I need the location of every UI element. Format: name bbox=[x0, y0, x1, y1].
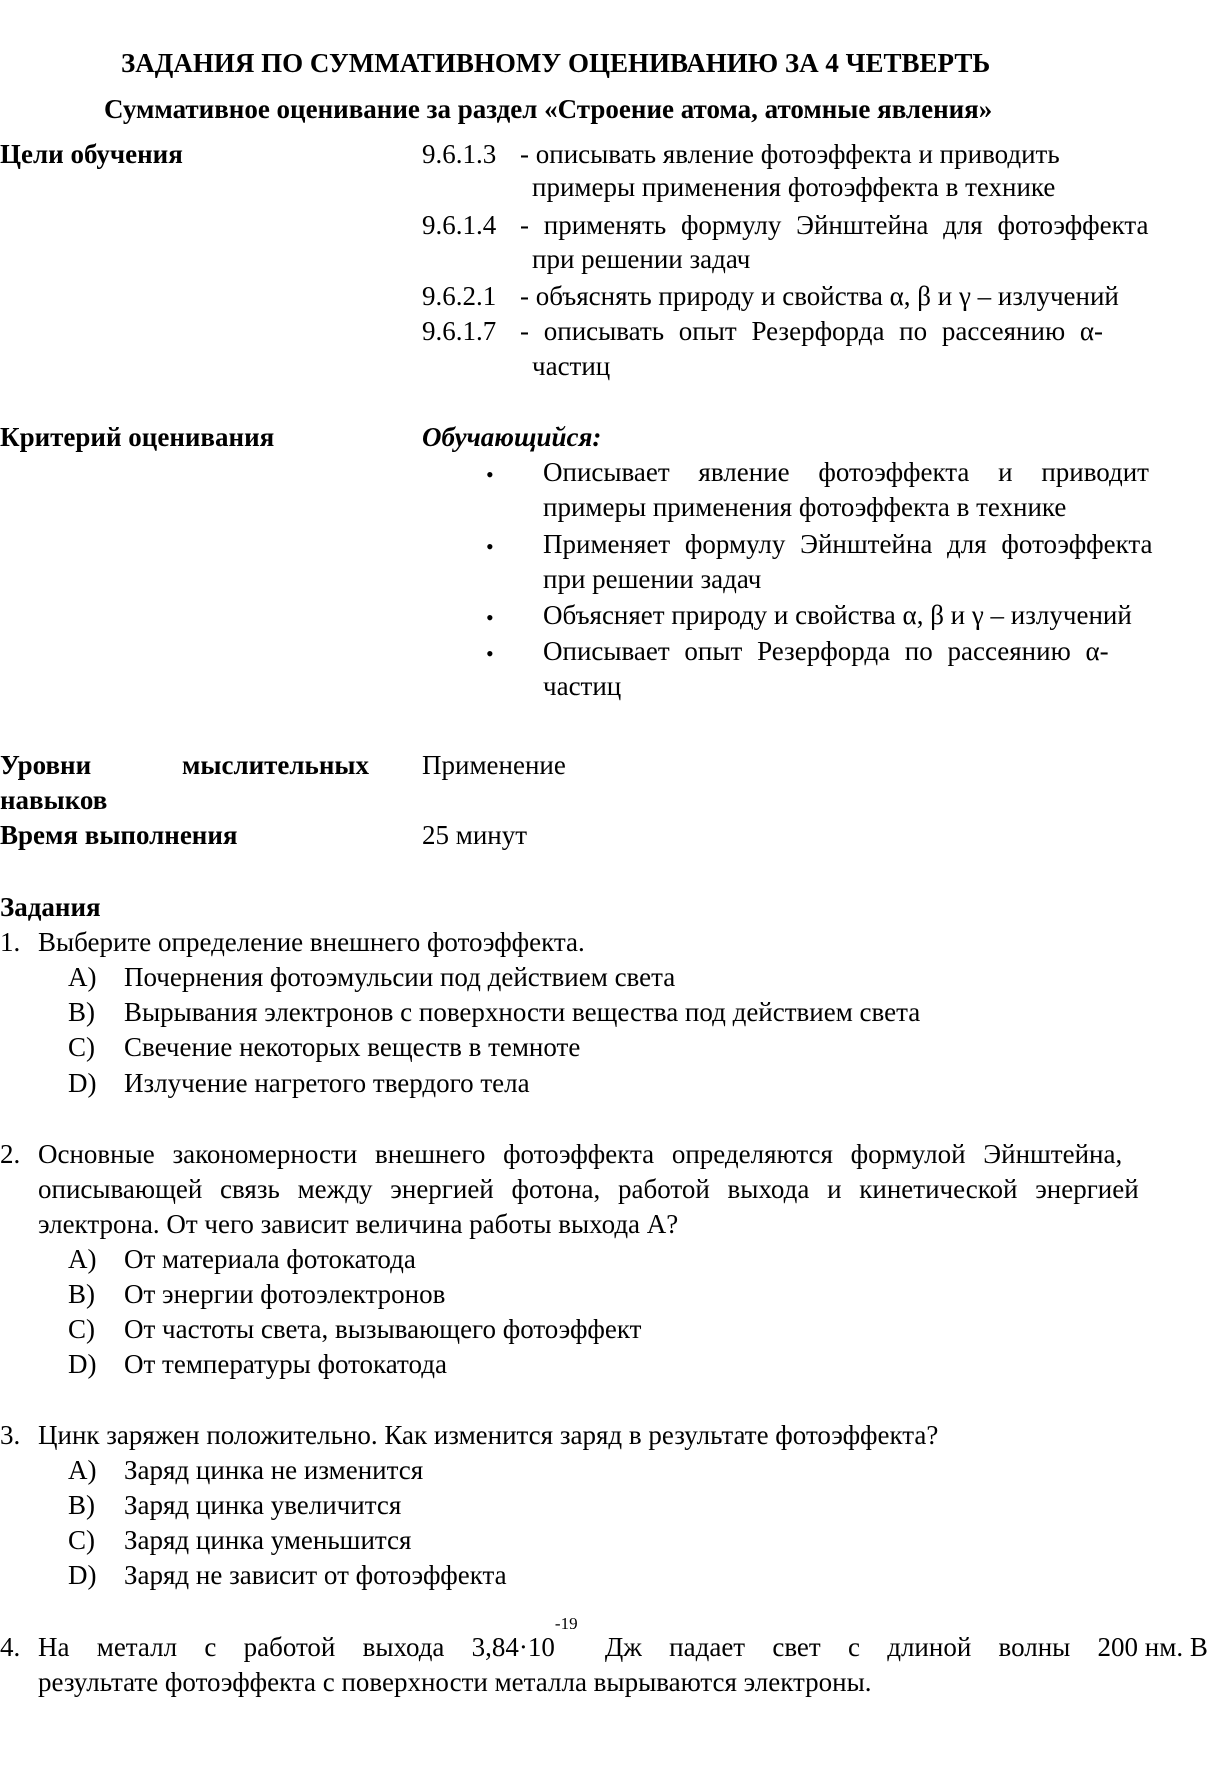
bullet-icon: • bbox=[486, 641, 494, 666]
time-label: Время выполнения bbox=[0, 820, 238, 850]
goal-text-continued: частиц bbox=[532, 351, 611, 381]
option-text: Заряд цинка не изменится bbox=[124, 1455, 424, 1485]
document-title: ЗАДАНИЯ ПО СУММАТИВНОМУ ОЦЕНИВАНИЮ ЗА 4 ЧЕТВЕРТЬ bbox=[121, 48, 991, 78]
document-subtitle: Суммативное оценивание за раздел «Строение атома, атомные явления» bbox=[104, 94, 993, 124]
criteria-lead: Обучающийся: bbox=[422, 422, 602, 452]
option-text: Заряд цинка уменьшится bbox=[124, 1525, 412, 1555]
option-letter: A) bbox=[68, 1244, 97, 1274]
levels-label-continued: навыков bbox=[0, 785, 108, 815]
word: На bbox=[38, 1632, 70, 1662]
criteria-text: Объясняет природу и свойства α, β и γ – излучений bbox=[543, 600, 1132, 630]
levels-value: Применение bbox=[422, 750, 566, 780]
option-letter: A) bbox=[68, 962, 97, 992]
task-question-continued: описывающей связь между энергией фотона, работой выхода и кинетической энергией bbox=[38, 1174, 1139, 1204]
goal-code: 9.6.1.4 bbox=[422, 210, 497, 240]
goal-text: - описывать явление фотоэффекта и приводить bbox=[520, 139, 1060, 169]
criteria-label: Критерий оценивания bbox=[0, 422, 275, 452]
word: с bbox=[204, 1632, 217, 1662]
goal-code: 9.6.2.1 bbox=[422, 281, 497, 311]
option-text: Заряд не зависит от фотоэффекта bbox=[124, 1560, 507, 1590]
time-value: 25 минут bbox=[422, 820, 528, 850]
word: волны bbox=[998, 1632, 1071, 1662]
option-text: Вырывания электронов с поверхности вещества под действием света bbox=[124, 997, 921, 1027]
goal-code: 9.6.1.7 bbox=[422, 316, 497, 346]
task-number: 3. bbox=[0, 1420, 21, 1450]
tasks-heading: Задания bbox=[0, 892, 101, 922]
option-letter: D) bbox=[68, 1560, 97, 1590]
exponent: -19 bbox=[554, 1614, 578, 1633]
option-text: От температуры фотокатода bbox=[124, 1349, 447, 1379]
word: выхода bbox=[362, 1632, 445, 1662]
task-question: Выберите определение внешнего фотоэффекта. bbox=[38, 927, 585, 957]
task-number: 1. bbox=[0, 927, 21, 957]
task-question: Цинк заряжен положительно. Как изменится заряд в результате фотоэффекта? bbox=[38, 1420, 939, 1450]
word: металл bbox=[96, 1632, 178, 1662]
criteria-text: Применяет формулу Эйнштейна для фотоэффекта bbox=[543, 529, 1153, 559]
word: свет bbox=[772, 1632, 821, 1662]
option-text: Свечение некоторых веществ в темноте bbox=[124, 1032, 581, 1062]
levels-label-word: мыслительных bbox=[182, 750, 369, 780]
option-text: От энергии фотоэлектронов bbox=[124, 1279, 446, 1309]
option-letter: C) bbox=[68, 1314, 95, 1344]
task-question: Основные закономерности внешнего фотоэффекта определяются формулой Эйнштейна, bbox=[38, 1139, 1123, 1169]
option-letter: C) bbox=[68, 1525, 95, 1555]
levels-label: Уровни bbox=[0, 750, 92, 780]
word: Дж bbox=[604, 1632, 642, 1662]
work-function-value bbox=[471, 1614, 578, 1665]
goal-text-continued: при решении задач bbox=[532, 244, 751, 274]
goal-text: - объяснять природу и свойства α, β и γ – излучений bbox=[520, 281, 1119, 311]
option-letter: B) bbox=[68, 1279, 95, 1309]
option-letter: B) bbox=[68, 1490, 95, 1520]
goal-code: 9.6.1.3 bbox=[422, 139, 497, 169]
option-text: Почернения фотоэмульсии под действием света bbox=[124, 962, 676, 992]
word: длиной bbox=[887, 1632, 972, 1662]
word: работой bbox=[243, 1632, 336, 1662]
bullet-icon: • bbox=[486, 462, 494, 487]
option-letter: C) bbox=[68, 1032, 95, 1062]
goal-text: - применять формулу Эйнштейна для фотоэффекта bbox=[520, 210, 1149, 240]
task-question bbox=[38, 1614, 1208, 1665]
criteria-text-continued: частиц bbox=[543, 671, 622, 701]
option-text: Излучение нагретого твердого тела bbox=[124, 1068, 530, 1098]
task-question-continued: электрона. От чего зависит величина работы выхода А? bbox=[38, 1209, 679, 1239]
task-number: 4. bbox=[0, 1632, 21, 1662]
word: с bbox=[847, 1632, 860, 1662]
bullet-icon: • bbox=[486, 605, 494, 630]
bullet-icon: • bbox=[486, 534, 494, 559]
goal-text: - описывать опыт Резерфорда по рассеянию α- bbox=[520, 316, 1104, 346]
criteria-text-continued: примеры применения фотоэффекта в технике bbox=[543, 492, 1067, 522]
task-question-continued: результате фотоэффекта с поверхности металла вырываются электроны. bbox=[38, 1667, 872, 1697]
word: 200 нм. В bbox=[1097, 1632, 1208, 1662]
option-letter: D) bbox=[68, 1068, 97, 1098]
option-text: Заряд цинка увеличится bbox=[124, 1490, 402, 1520]
option-text: От материала фотокатода bbox=[124, 1244, 416, 1274]
option-letter: D) bbox=[68, 1349, 97, 1379]
option-letter: B) bbox=[68, 997, 95, 1027]
option-letter: A) bbox=[68, 1455, 97, 1485]
criteria-text-continued: при решении задач bbox=[543, 564, 762, 594]
task-number: 2. bbox=[0, 1139, 21, 1169]
criteria-text: Описывает явление фотоэффекта и приводит bbox=[543, 457, 1149, 487]
goal-text-continued: примеры применения фотоэффекта в технике bbox=[532, 172, 1056, 202]
option-text: От частоты света, вызывающего фотоэффект bbox=[124, 1314, 642, 1344]
word: падает bbox=[669, 1632, 746, 1662]
value-mantissa: 3,84·10 bbox=[471, 1632, 555, 1662]
goals-label: Цели обучения bbox=[0, 139, 183, 169]
criteria-text: Описывает опыт Резерфорда по рассеянию α- bbox=[543, 636, 1109, 666]
